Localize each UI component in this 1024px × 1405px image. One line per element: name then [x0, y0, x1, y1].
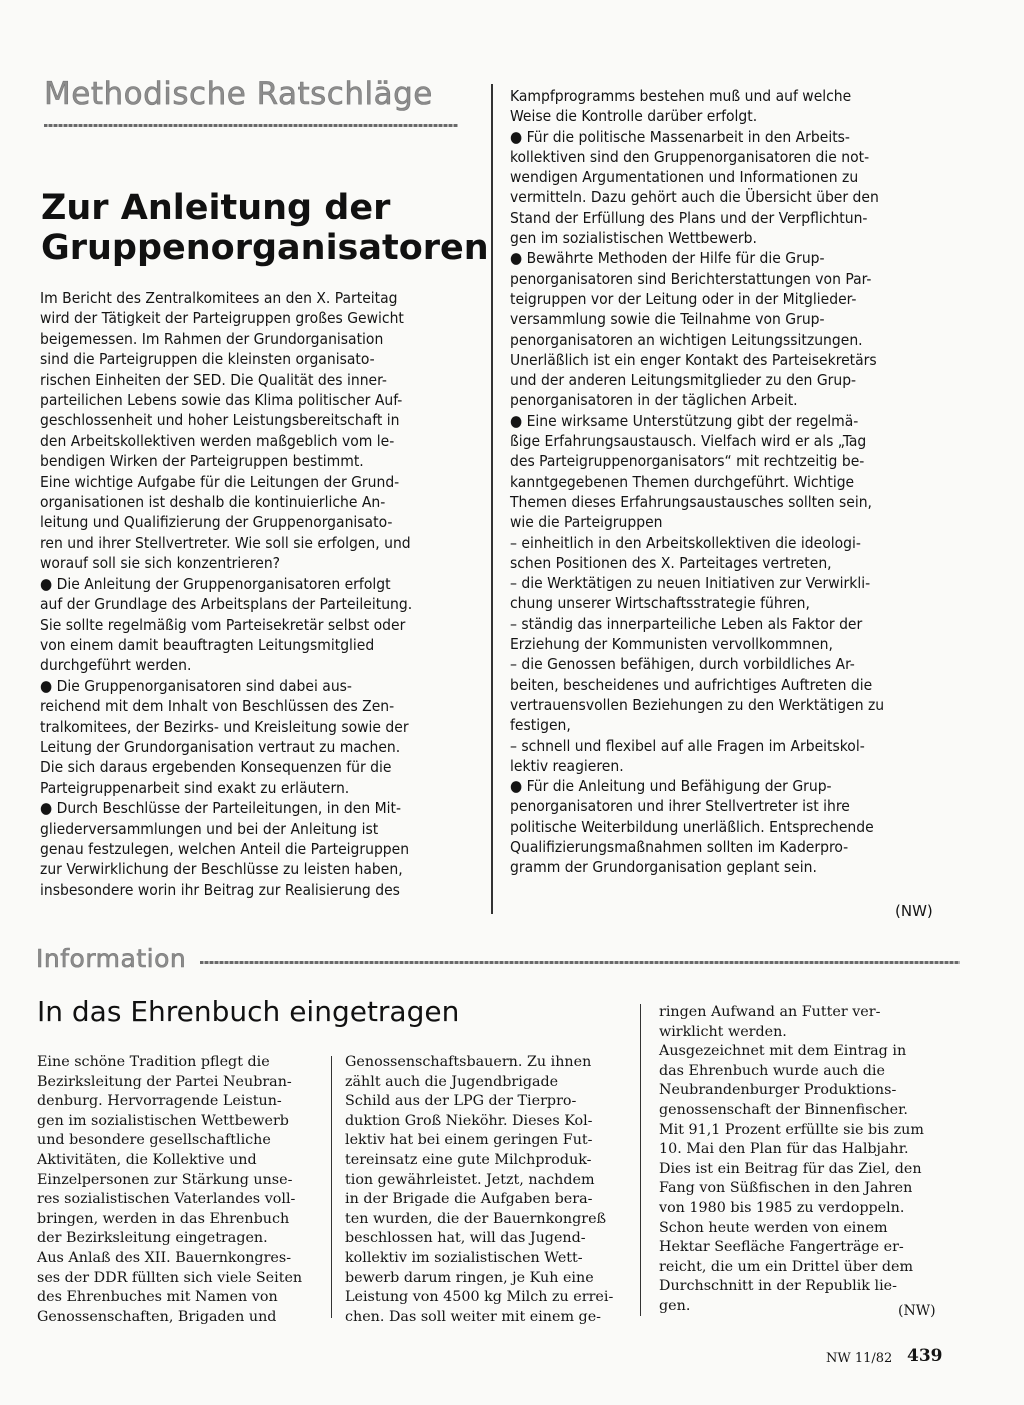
text-line: lektiv reagieren. — [510, 756, 624, 775]
text-line: Ausgezeichnet mit dem Eintrag in — [659, 1043, 907, 1060]
text-line: beiten, bescheidenes und aufrichtiges Auftreten die — [510, 675, 873, 694]
text-line: ● Die Gruppenorganisatoren sind dabei aus- — [40, 676, 352, 695]
text-line: Hektar Seefläche Fangerträge er- — [659, 1239, 904, 1256]
text-line: ten wurden, die der Bauernkongreß — [345, 1210, 607, 1227]
text-line: beigemessen. Im Rahmen der Grundorganisation — [40, 329, 384, 348]
text-line: Unerläßlich ist ein enger Kontakt des Parteisekretärs — [510, 350, 877, 369]
text-line: Aus Anlaß des XII. Bauernkongres- — [37, 1249, 292, 1266]
column-divider — [640, 1004, 641, 1316]
text-line: Mit 91,1 Prozent erfüllte sie bis zum — [659, 1121, 924, 1138]
text-line: – die Genossen befähigen, durch vorbildliches Ar- — [510, 655, 855, 674]
text-line: bewerb darum ringen, je Kuh eine — [345, 1269, 594, 1286]
issue-label: NW 11/82 — [826, 1351, 893, 1366]
text-line: und besondere gesellschaftliche — [37, 1132, 271, 1149]
text-line: ● Die Anleitung der Gruppenorganisatoren erfolgt — [40, 574, 391, 593]
text-line: des Parteigruppenorganisators“ mit rechtzeitig be- — [510, 452, 865, 471]
text-line: politische Weiterbildung unerläßlich. Entsprechende — [510, 817, 874, 836]
column-divider — [491, 84, 493, 914]
text-line: Eine schöne Tradition pflegt die — [37, 1054, 270, 1070]
text-line: Im Bericht des Zentralkomitees an den X. Parteitag — [40, 289, 398, 307]
text-line: Fang von Süßfischen in den Jahren — [659, 1180, 913, 1197]
text-line: ses der DDR füllten sich viele Seiten — [37, 1269, 303, 1286]
text-line: chung unserer Wirtschaftsstrategie führen, — [510, 594, 810, 613]
section-label-methodische: Methodische Ratschläge — [44, 76, 433, 112]
text-line: in der Brigade die Aufgaben bera- — [345, 1191, 593, 1208]
article-column-2 — [345, 1053, 630, 1327]
text-line: Leistung von 4500 kg Milch zu errei- — [345, 1289, 614, 1306]
text-line: Aktivitäten, die Kollektive und — [37, 1151, 257, 1168]
text-line: gliederversammlungen und bei der Anleitung ist — [40, 819, 379, 838]
text-line: festigen, — [510, 716, 571, 735]
text-line: bringen, werden in das Ehrenbuch — [37, 1210, 290, 1227]
text-line: Eine wichtige Aufgabe für die Leitungen der Grund- — [40, 472, 400, 491]
text-line: schen Positionen des X. Parteitages vertreten, — [510, 553, 832, 572]
text-line: wirklicht werden. — [659, 1023, 787, 1040]
text-line: von 1980 bis 1985 zu verdoppeln. — [659, 1199, 905, 1216]
text-line: geschlossenheit und hoher Leistungsbereitschaft in — [40, 411, 400, 430]
text-line: gen im sozialistischen Wettbewerb. — [510, 229, 757, 248]
text-line: ● Für die Anleitung und Befähigung der Grup- — [510, 777, 832, 796]
column-divider — [331, 1056, 332, 1318]
article-column-3 — [659, 1003, 944, 1317]
text-line: vertrauensvollen Beziehungen zu den Werktätigen zu — [510, 695, 885, 714]
headline-line: Zur Anleitung der — [41, 188, 391, 228]
text-line: der Bezirksleitung eingetragen. — [37, 1230, 268, 1247]
text-line: Sie sollte regelmäßig vom Parteisekretär selbst oder — [40, 615, 406, 634]
text-line: Kampfprogramms bestehen muß und auf welche — [510, 87, 852, 105]
text-line: – ständig das innerparteiliche Leben als Faktor der — [510, 614, 863, 633]
text-line: ßige Erfahrungsaustausch. Vielfach wird er als „Tag — [510, 432, 867, 451]
text-line: beschlossen hat, will das Jugend- — [345, 1230, 586, 1247]
text-line: und der anderen Leitungsmitglieder zu den Grup- — [510, 371, 857, 390]
text-line: Bezirksleitung der Partei Neubran- — [37, 1073, 292, 1090]
text-line: Parteigruppenarbeit sind exakt zu erläutern. — [40, 778, 350, 797]
text-line: bendigen Wirken der Parteigruppen bestimmt. — [40, 452, 364, 471]
text-line: kollektiv im sozialistischen Wett- — [345, 1249, 583, 1266]
text-line: 10. Mai den Plan für das Halbjahr. — [659, 1141, 909, 1158]
text-line: gramm der Grundorganisation geplant sein. — [510, 858, 817, 877]
text-line: genossenschaft der Binnenfischer. — [659, 1101, 908, 1118]
article-column-right — [510, 86, 950, 878]
text-line: Genossenschaftsbauern. Zu ihnen — [345, 1054, 592, 1070]
text-line: – einheitlich in den Arbeitskollektiven die ideologi- — [510, 533, 861, 552]
text-line: chen. Das soll weiter mit einem ge- — [345, 1308, 601, 1325]
text-line: tralkomitees, der Bezirks- und Kreisleitung sowie der — [40, 717, 409, 736]
text-line: kollektiven sind den Gruppenorganisatoren die not- — [510, 147, 870, 166]
text-line: zählt auch die Jugendbrigade — [345, 1073, 559, 1090]
text-line: – die Werktätigen zu neuen Initiativen zur Verwirkli- — [510, 574, 871, 593]
text-line: – schnell und flexibel auf alle Fragen im Arbeitskol- — [510, 736, 865, 755]
text-line: vermitteln. Dazu gehört auch die Übersicht über den — [510, 188, 879, 207]
article-column-left — [40, 288, 480, 900]
text-line: Neubrandenburger Produktions- — [659, 1082, 897, 1099]
text-line: denburg. Hervorragende Leistun- — [37, 1093, 282, 1110]
text-line: reicht, die um ein Drittel über dem — [659, 1258, 914, 1275]
text-line: Leitung der Grundorganisation vertraut zu machen. — [40, 737, 401, 756]
text-line: Qualifizierungsmaßnahmen sollten im Kaderpro- — [510, 837, 849, 856]
text-line: genau festzulegen, welchen Anteil die Parteigruppen — [40, 839, 410, 858]
article-signature: (NW) — [898, 1303, 936, 1319]
text-line: worauf soll sie sich konzentrieren? — [40, 554, 281, 573]
text-line: Dies ist ein Beitrag für das Ziel, den — [659, 1160, 922, 1177]
text-line: ● Bewährte Methoden der Hilfe für die Grup- — [510, 249, 825, 268]
section-rule — [200, 961, 960, 964]
text-line: Einzelpersonen zur Stärkung unse- — [37, 1171, 293, 1188]
text-line: parteilichen Lebens sowie das Klima politischer Auf- — [40, 391, 403, 410]
text-line: gen im sozialistischen Wettbewerb — [37, 1112, 289, 1129]
text-line: tion gewährleistet. Jetzt, nachdem — [345, 1171, 595, 1188]
text-line: penorganisatoren an wichtigen Leitungssitzungen. — [510, 330, 863, 349]
text-line: Die sich daraus ergebenden Konsequenzen für die — [40, 758, 392, 777]
text-line: durchgeführt werden. — [40, 656, 192, 675]
text-line: von einem damit beauftragten Leitungsmitglied — [40, 635, 375, 654]
text-line: organisationen ist deshalb die kontinuierliche An- — [40, 493, 386, 512]
text-line: penorganisatoren und ihrer Stellvertreter ist ihre — [510, 797, 850, 816]
text-line: leitung und Qualifizierung der Gruppenorganisato- — [40, 513, 393, 532]
text-line: Stand der Erfüllung des Plans und der Verpflichtun- — [510, 208, 868, 227]
text-line: kanntgegebenen Themen durchgeführt. Wichtige — [510, 472, 855, 491]
text-line: sind die Parteigruppen die kleinsten organisato- — [40, 350, 375, 369]
text-line: penorganisatoren sind Berichterstattungen von Par- — [510, 269, 872, 288]
text-line: Durchschnitt in der Republik lie- — [659, 1278, 897, 1295]
text-line: reichend mit dem Inhalt von Beschlüssen des Zen- — [40, 697, 395, 716]
text-line: zur Verwirklichung der Beschlüsse zu leisten haben, — [40, 860, 403, 879]
text-line: duktion Groß Nieköhr. Dieses Kol- — [345, 1112, 593, 1129]
article-headline: In das Ehrenbuch eingetragen — [37, 995, 460, 1028]
text-line: Schild aus der LPG der Tierpro- — [345, 1093, 577, 1110]
text-line: auf der Grundlage des Arbeitsplans der Parteileitung. — [40, 595, 413, 614]
page-number: 439 — [907, 1346, 943, 1366]
text-line: ● Für die politische Massenarbeit in den Arbeits- — [510, 127, 850, 146]
text-line: wie die Parteigruppen — [510, 513, 663, 532]
text-line: tereinsatz eine gute Milchproduk- — [345, 1151, 592, 1168]
text-line: ringen Aufwand an Futter ver- — [659, 1004, 881, 1020]
text-line: des Ehrenbuches mit Namen von — [37, 1289, 278, 1306]
article-column-1 — [37, 1053, 322, 1327]
text-line: gen. — [659, 1297, 691, 1314]
section-label-information: Information — [36, 944, 187, 973]
text-line: den Arbeitskollektiven werden maßgeblich vom le- — [40, 431, 395, 450]
text-line: Themen dieses Erfahrungsaustausches sollten sein, — [510, 492, 872, 511]
text-line: Schon heute werden von einem — [659, 1219, 888, 1236]
text-line: wird der Tätigkeit der Parteigruppen großes Gewicht — [40, 309, 404, 328]
text-line: das Ehrenbuch wurde auch die — [659, 1062, 885, 1079]
headline-line: Gruppenorganisatoren — [41, 228, 489, 268]
text-line: insbesondere worin ihr Beitrag zur Realisierung des — [40, 880, 400, 899]
text-line: Genossenschaften, Brigaden und — [37, 1308, 277, 1325]
text-line: ● Durch Beschlüsse der Parteileitungen, in den Mit- — [40, 799, 402, 818]
section-rule — [44, 124, 458, 127]
text-line: penorganisatoren in der täglichen Arbeit. — [510, 391, 798, 410]
article-signature: (NW) — [895, 902, 933, 920]
text-line: ● Eine wirksame Unterstützung gibt der regelmä- — [510, 411, 859, 430]
text-line: teigruppen vor der Leitung oder in der Mitglieder- — [510, 289, 857, 308]
text-line: res sozialistischen Vaterlandes voll- — [37, 1191, 296, 1208]
text-line: Erziehung der Kommunisten vervollkommnen, — [510, 635, 833, 654]
text-line: versammlung sowie die Teilnahme von Grup- — [510, 310, 825, 329]
text-line: ren und ihrer Stellvertreter. Wie soll sie erfolgen, und — [40, 533, 411, 552]
text-line: wendigen Argumentationen und Informationen zu — [510, 168, 859, 187]
text-line: rischen Einheiten der SED. Die Qualität des inner- — [40, 370, 387, 389]
text-line: lektiv hat bei einem geringen Fut- — [345, 1132, 593, 1149]
text-line: Weise die Kontrolle darüber erfolgt. — [510, 107, 758, 126]
